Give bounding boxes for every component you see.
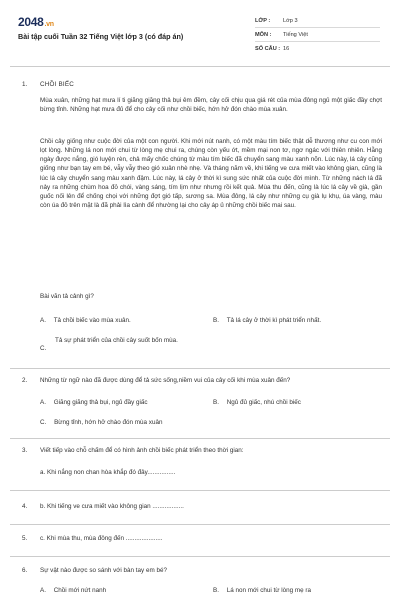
option-letter: B. xyxy=(213,317,219,324)
logo-text: 2048 xyxy=(18,15,44,29)
answer-option[interactable] xyxy=(40,418,162,427)
meta-subject-value: Tiếng Việt xyxy=(283,32,308,38)
question-number: 3. xyxy=(22,447,28,454)
option-letter: C. xyxy=(40,419,47,426)
fill-in-line[interactable]: b. Khi tiếng ve cưa miết vào không gian .................. xyxy=(40,503,184,510)
question-number: 1. xyxy=(22,81,28,88)
question-prompt: Bài văn tả cảnh gì? xyxy=(40,293,94,300)
fill-in-line[interactable]: a. Khi nắng non chan hòa khắp đó đây................ xyxy=(40,469,176,476)
question-number: 6. xyxy=(22,567,28,574)
question-number: 4. xyxy=(22,503,28,510)
site-logo[interactable] xyxy=(18,14,54,31)
question-divider xyxy=(10,490,390,491)
passage-paragraph: Chồi cây giống như cuộc đời của một con người. Khi mới nút nanh, có một màu tím biếc thật dễ thương như cu con mới lọt lòng. Những lá non mới chui từ lòng mẹ chui ra, chúng còn yếu ớt, mềm mại non tơ, ngơ ngác với thiên nhiên. Hằng ngày được nắng, gió luyện rèn, chả mấy chốc chúng từ màu tím biếc đã chuyển sang màu xanh nõn. Lúc này, lá cây cũng giống như bạn tay em bé, vẫy vẫy theo gió xuân nhè nhẹ. Và tháng năm về, khi tiếng ve cưa miết vào không gian, cũng là lúc lá cây chuyển sang màu xanh đậm. Lúc này, lá cây ở thời kì sung sức nhất của cuộc đời mình. Từ những nách lá đã nảy ra những chùm hoa đỏ chói, vàng sáng, tím lịm như nhưng rồi kết quả. Mùa thu đến, cũng là lúc lá cây về già, gần guốc nối lên để chống chọi với những đợt gió tấp, sương sa. Mùa đông, lá cây như những cụ già lụ khụ, úa vàng, màu còn úa đỏ trên mặt là đã phải lìa cành để nhường lại cho cây áp ủ những chồi biếc mai sau. xyxy=(40,138,382,209)
option-text: Bừng tỉnh, hớn hở chào đón mùa xuân xyxy=(54,419,163,426)
option-letter: B. xyxy=(213,399,219,406)
question-divider xyxy=(10,368,390,369)
question-prompt: Sự vật nào được so sánh với bàn tay em bé? xyxy=(40,567,167,574)
option-letter: A. xyxy=(40,399,46,406)
logo-suffix: .vn xyxy=(44,21,54,28)
question-number: 5. xyxy=(22,535,28,542)
document-title: Bài tập cuối Tuần 32 Tiếng Việt lớp 3 (có đáp án) xyxy=(18,32,184,41)
answer-option[interactable] xyxy=(213,398,301,407)
passage-paragraph: Mùa xuân, những hạt mưa lí ti giăng giăng thả bụi êm đềm, cây cối chịu qua giá rét của mùa đông ngủ một giấc đầy chợt bừng tỉnh. Những hạt mưa đủ để cho cây cối như chồi biếc, hớn hở đón chào mùa xuân. xyxy=(40,97,382,114)
option-text: Tả sự phát triển của chồi cây suốt bốn mùa. xyxy=(55,337,178,344)
meta-count-value: 16 xyxy=(283,46,290,52)
answer-option[interactable] xyxy=(213,316,321,325)
question-prompt: Những từ ngữ nào đã được dùng để tả sức sống,niềm vui của cây cối khi mùa xuân đến? xyxy=(40,377,291,384)
answer-option[interactable] xyxy=(213,586,311,595)
question-divider xyxy=(10,438,390,439)
option-text: Chồi mới nứt nanh xyxy=(53,587,107,594)
option-text: Ngủ đủ giấc, nhú chồi biếc xyxy=(226,399,301,406)
option-text: Tả lá cây ở thời kì phát triển nhất. xyxy=(226,317,322,324)
meta-count-label: SỐ CÂU : xyxy=(255,46,281,52)
meta-subject-label: MÔN : xyxy=(255,32,272,38)
option-text: Lá non mới chui từ lòng mẹ ra xyxy=(226,587,312,594)
option-letter: A. xyxy=(40,317,46,324)
option-letter: C. xyxy=(40,345,47,352)
option-text: Tả chồi biếc vào mùa xuân. xyxy=(53,317,131,324)
question-divider xyxy=(10,524,390,525)
meta-class-label: LỚP : xyxy=(255,18,271,24)
meta-divider xyxy=(255,41,380,42)
option-letter: B. xyxy=(213,587,219,594)
answer-option[interactable] xyxy=(40,344,46,353)
answer-option[interactable] xyxy=(40,398,148,407)
passage-title: CHỒI BIẾC xyxy=(40,81,74,88)
option-text: Giăng giăng thả bụi, ngủ đầy giấc xyxy=(53,399,148,406)
answer-option[interactable] xyxy=(40,316,131,325)
header-divider xyxy=(10,66,390,67)
question-prompt: Viết tiếp vào chỗ chấm để có hình ảnh chồi biếc phát triển theo thời gian: xyxy=(40,447,244,454)
meta-class-value: Lớp 3 xyxy=(283,18,298,24)
option-letter: A. xyxy=(40,587,46,594)
fill-in-line[interactable]: c. Khi mùa thu, mùa đông đến ..................... xyxy=(40,535,163,542)
answer-option[interactable] xyxy=(40,586,106,595)
question-number: 2. xyxy=(22,377,28,384)
question-divider xyxy=(10,556,390,557)
meta-divider xyxy=(255,27,380,28)
